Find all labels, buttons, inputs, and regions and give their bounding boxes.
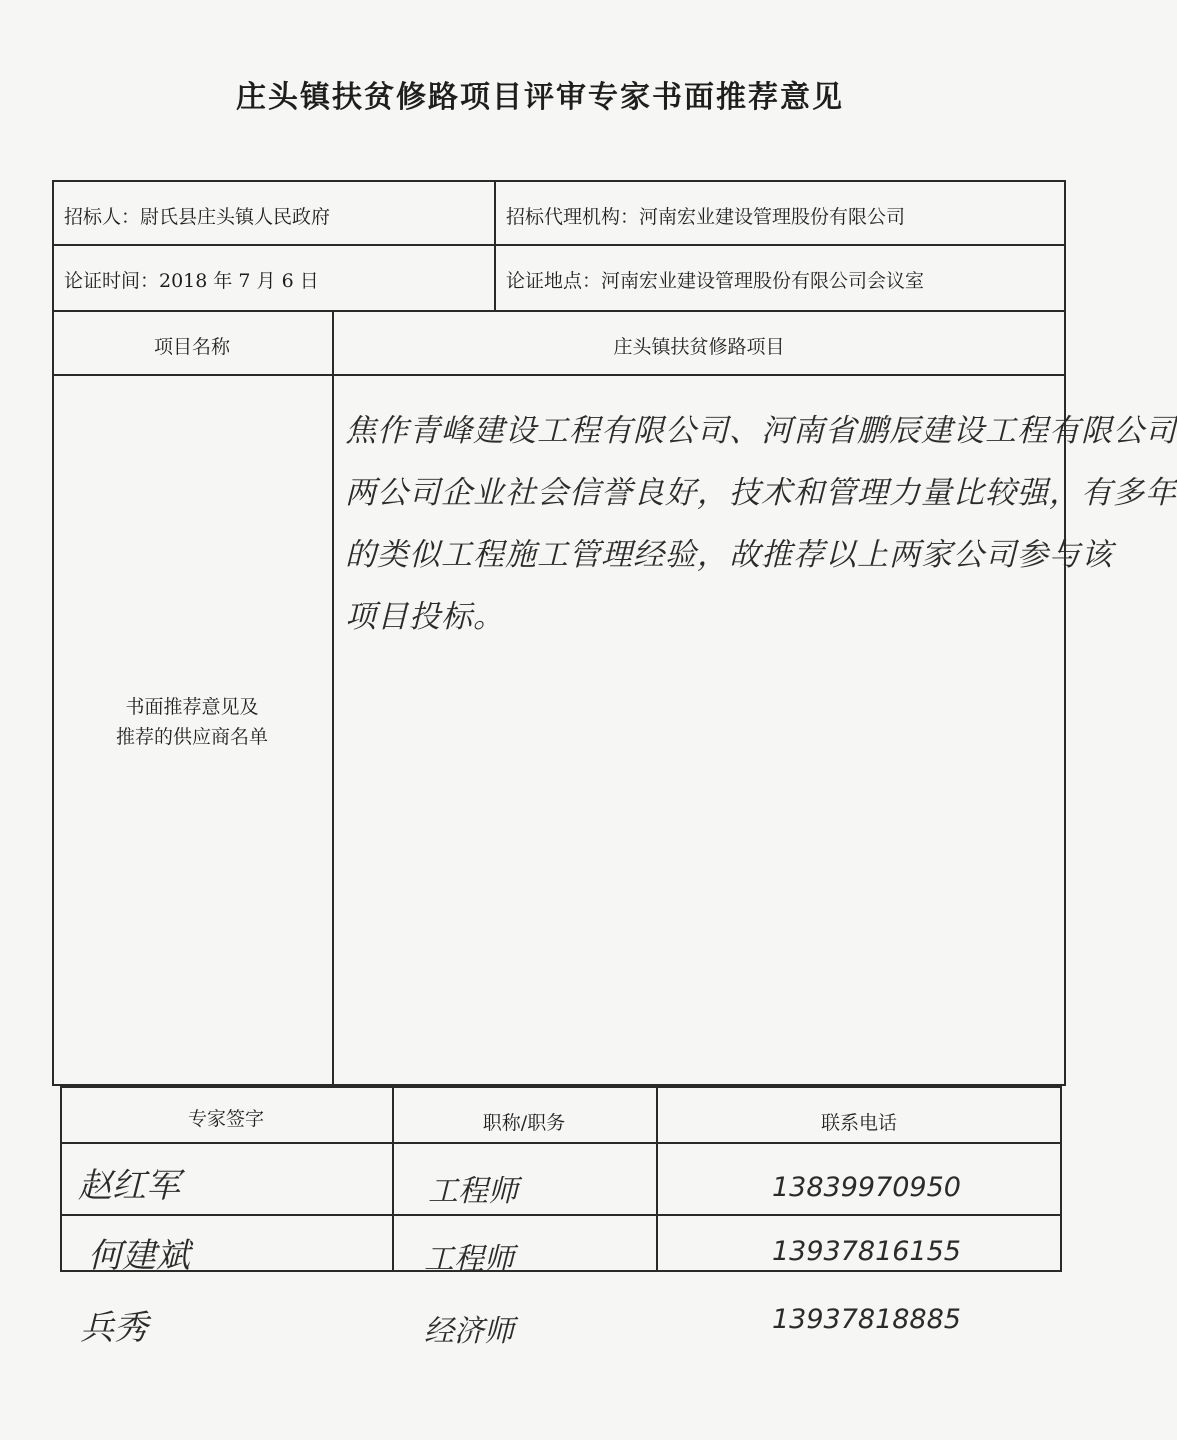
- expert-signature: 何建斌: [88, 1236, 190, 1276]
- recommendation-label-line1: 书面推荐意见及: [125, 696, 259, 718]
- expert-phone: 13937818885: [772, 1304, 961, 1335]
- recommendation-line: 焦作青峰建设工程有限公司、河南省鹏辰建设工程有限公司: [345, 413, 1177, 449]
- table-divider: [52, 374, 1066, 376]
- expert-header-title: 职称/职务: [482, 1112, 566, 1134]
- agency-field: 招标代理机构：河南宏业建设管理股份有限公司: [506, 206, 906, 228]
- expert-phone: 13839970950: [772, 1172, 961, 1203]
- recommendation-line: 项目投标。: [345, 599, 505, 635]
- expert-header-phone: 联系电话: [820, 1112, 897, 1134]
- table-divider: [52, 310, 1066, 312]
- expert-signature: 赵红军: [78, 1166, 180, 1206]
- table-divider: [332, 310, 334, 1086]
- expert-title: 工程师: [424, 1242, 514, 1277]
- table-divider: [494, 180, 496, 310]
- expert-phone: 13937816155: [772, 1236, 961, 1267]
- recommendation-line: 两公司企业社会信誉良好，技术和管理力量比较强，有多年: [345, 475, 1177, 511]
- location-field: 论证地点：河南宏业建设管理股份有限公司会议室: [506, 270, 925, 292]
- recommendation-label-line2: 推荐的供应商名单: [115, 726, 268, 748]
- recommendation-text: [345, 400, 1177, 648]
- recommendation-label: [52, 692, 332, 752]
- project-name-label: 项目名称: [153, 336, 230, 358]
- expert-header-signature: 专家签字: [187, 1108, 264, 1130]
- table-divider: [60, 1142, 1062, 1144]
- tenderer-field: 招标人：尉氏县庄头镇人民政府: [64, 206, 331, 228]
- recommendation-line: 的类似工程施工管理经验，故推荐以上两家公司参与该: [345, 537, 1113, 573]
- table-divider: [60, 1214, 1062, 1216]
- expert-signature: 兵秀: [80, 1308, 148, 1348]
- project-name-value: 庄头镇扶贫修路项目: [613, 336, 785, 358]
- table-divider: [52, 244, 1066, 246]
- expert-title: 经济师: [424, 1314, 514, 1349]
- document-title: 庄头镇扶贫修路项目评审专家书面推荐意见: [236, 80, 844, 115]
- date-field: 论证时间：2018 年 7 月 6 日: [64, 270, 319, 292]
- expert-title: 工程师: [428, 1174, 518, 1209]
